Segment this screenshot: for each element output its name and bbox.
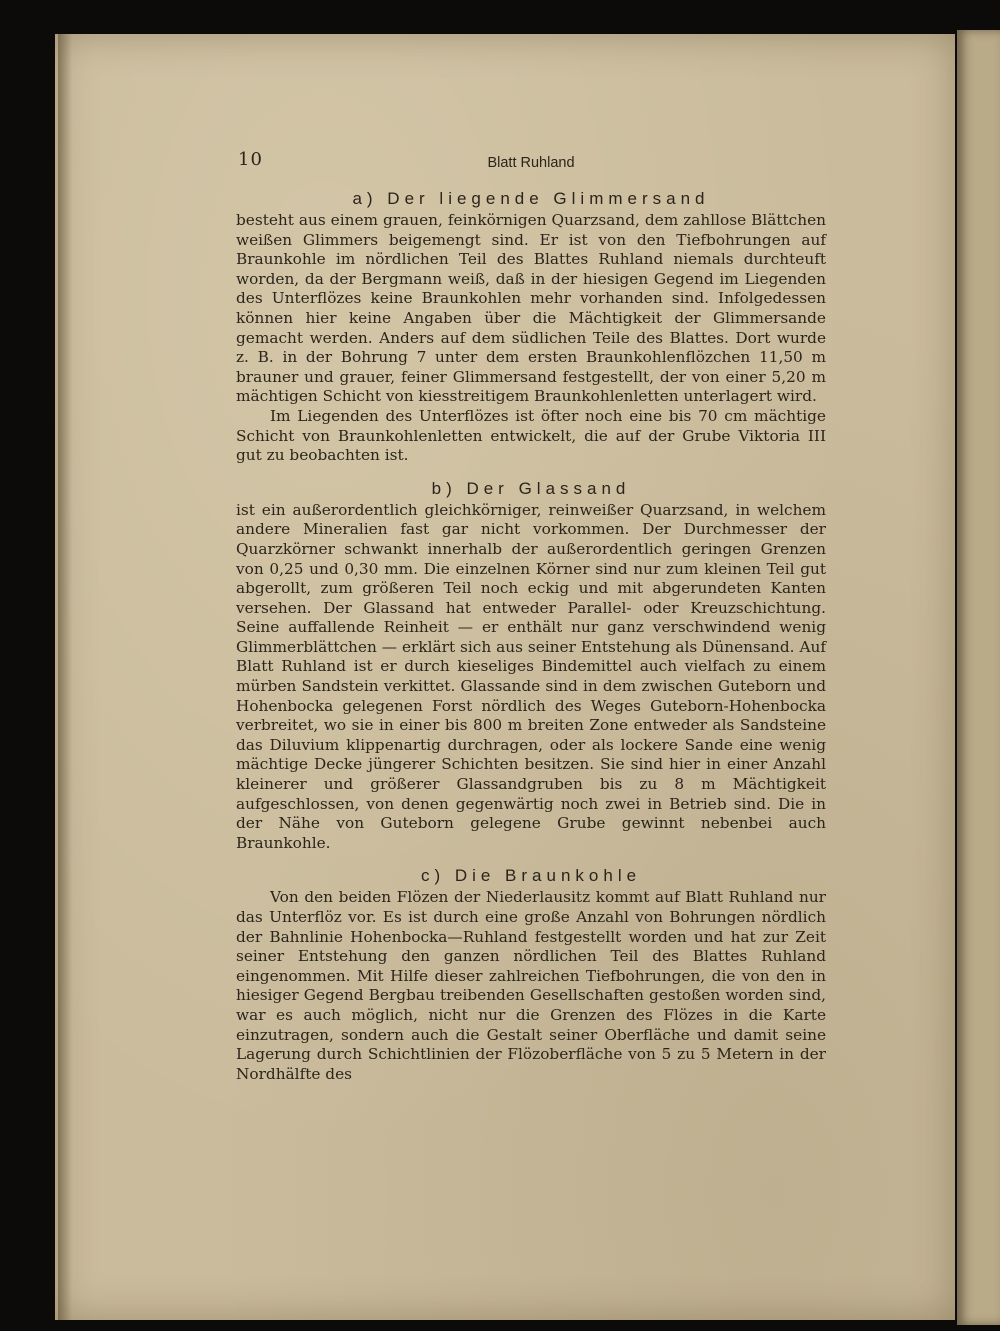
paragraph-braunkohle-1: Von den beiden Flözen der Niederlausitz kommt auf Blatt Ruhland nur das Unterflöz vor. Es ist durch eine große Anzahl von Bohrungen nördlich der Bahnlinie Hohenbocka—Ruhland festgestellt worden und hat zur Zeit seiner Entstehung den ganzen nördlichen Teil des Blattes Ruhland eingenommen. Mit Hilfe dieser zahlreichen Tiefbohrungen, die von den in hiesiger Gegend Bergbau treibenden Gesellschaften gestoßen worden sind, war es auch möglich, nicht nur die Grenzen des Flözes in die Karte einzutragen, sondern auch die Gestalt seiner Oberfläche und damit seine Lagerung durch Schichtlinien der Flözoberfläche von 5 zu 5 Metern in der Nordhälfte des [236,888,826,1083]
page-text [236,148,826,1084]
paragraph-glimmersand-1: besteht aus einem grauen, feinkörnigen Quarzsand, dem zahllose Blättchen weißen Glimmers beigemengt sind. Er ist von den Tiefbohrungen auf Braunkohle im nördlichen Teil des Blattes Ruhland niemals durchteuft worden, da der Bergmann weiß, daß in der hiesigen Gegend im Liegenden des Unterflözes keine Braunkohlen mehr vorhanden sind. Infolgedessen können hier keine Angaben über die Mächtigkeit der Glimmersande gemacht werden. Anders auf dem südlichen Teile des Blattes. Dort wurde z. B. in der Bohrung 7 unter dem ersten Braunkohlenflözchen 11,50 m brauner und grauer, feiner Glimmersand festgestellt, der von einer 5,20 m mächtigen Schicht von kiesstreitigem Braunkohlenletten unterlagert wird. [236,211,826,406]
paragraph-glimmersand-2: Im Liegenden des Unterflözes ist öfter noch eine bis 70 cm mächtige Schicht von Braunkohlenletten entwickelt, die auf der Grube Viktoria III gut zu beobachten ist. [236,406,826,465]
page-header [236,148,826,176]
page-number: 10 [238,149,263,170]
section-heading-glimmersand: a) Der liegende Glimmersand [352,189,710,208]
adjacent-page-edge [957,30,1000,1325]
section-heading-braunkohle: c) Die Braunkohle [420,866,642,886]
paragraph-glassand-1: ist ein außerordentlich gleichkörniger, reinweißer Quarzsand, in welchem andere Mineralien fast gar nicht vorkommen. Der Durchmesser der Quarzkörner schwankt innerhalb der außerordentlich geringen Grenzen von 0,25 und 0,30 mm. Die einzelnen Körner sind nur zum kleinen Teil gut abgerollt, zum größeren Teil noch eckig und mit abgerundeten Kanten versehen. Der Glassand hat entweder Parallel- oder Kreuzschichtung. Seine auffallende Reinheit — er enthält nur ganz verschwindend wenig Glimmerblättchen — erklärt sich aus seiner Entstehung als Dünensand. Auf Blatt Ruhland ist er durch kieseliges Bindemittel auch vielfach zu einem mürben Sandstein verkittet. Glassande sind in dem zwischen Guteborn und Hohenbocka gelegenen Forst nördlich des Weges Guteborn-Hohenbocka verbreitet, wo sie in einer bis 800 m breiten Zone entweder als Sandsteine das Diluvium klippenartig durchragen, oder als lockere Sande eine wenig mächtige Decke jüngerer Schichten besitzen. Sie sind hier in einer Anzahl kleinerer und größerer Glassandgruben bis zu 8 m Mächtigkeit aufgeschlossen, von denen gegenwärtig noch zwei in Betrieb sind. Die in der Nähe von Guteborn gelegene Grube gewinnt nebenbei auch Braunkohle. [236,500,826,852]
section-heading-glassand: b) Der Glassand [431,478,631,498]
running-title: Blatt Ruhland [487,155,575,171]
page-gutter-shadow [58,34,72,1320]
